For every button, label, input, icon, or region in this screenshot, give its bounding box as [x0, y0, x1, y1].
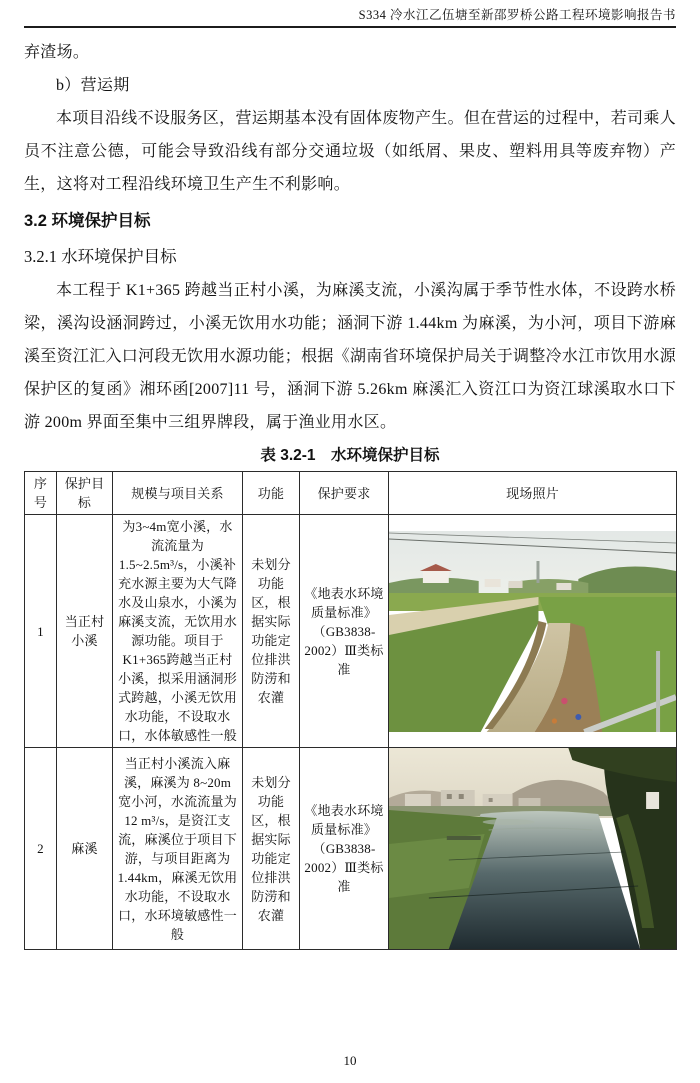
- page-number: 10: [343, 1053, 357, 1068]
- col-header-target: 保护目标: [57, 472, 113, 515]
- cell-target: 麻溪: [57, 748, 113, 950]
- table-header-row: [25, 472, 677, 515]
- cell-requirement: 《地表水环境质量标准》（GB3838-2002）Ⅲ类标准: [300, 748, 389, 950]
- section-heading-3-2-1: 3.2.1 水环境保护目标: [24, 247, 177, 266]
- page-footer: [0, 1053, 700, 1069]
- cell-relation: 为3~4m宽小溪，水流流量为 1.5~2.5m³/s，小溪补充水源主要为大气降水及山泉水，小溪为麻溪支流，无饮用水源功能。项目于K1+365跨越当正村小溪，拟采用涵洞形式跨越，小溪无饮用水功能，不设取水口，水体敏感性一般: [113, 515, 243, 748]
- header-title: S334 冷水江乙伍塘至新邵罗桥公路工程环境影响报告书: [358, 8, 676, 22]
- cell-relation: 当正村小溪流入麻溪，麻溪为 8~20m 宽小河，水流流量为 12 m³/s，是资江支流，麻溪位于项目下游，与项目距离为 1.44km，麻溪无饮用水功能，不设取水口，水环境敏感性一般: [113, 748, 243, 950]
- water-protection-table: [24, 471, 677, 950]
- cell-function: 未划分功能区，根据实际功能定位排洪防涝和农灌: [243, 515, 300, 748]
- site-photo-river: [389, 748, 676, 949]
- table-row: [25, 515, 677, 748]
- col-header-requirement: 保护要求: [300, 472, 389, 515]
- table-row: [25, 748, 677, 950]
- body-text: [24, 36, 676, 439]
- cell-target: 当正村小溪: [57, 515, 113, 748]
- col-header-no: 序号: [25, 472, 57, 515]
- section-heading-3-2: 3.2 环境保护目标: [24, 212, 151, 230]
- cell-no: 2: [25, 748, 57, 950]
- running-header: [24, 5, 676, 28]
- cell-no: 1: [25, 515, 57, 748]
- para-water-environment: 本工程于 K1+365 跨越当正村小溪，为麻溪支流，小溪沟属于季节性水体，不设跨水桥梁，溪沟设涵洞跨过，小溪无饮用水功能；涵洞下游 1.44km 为麻溪，为小河，项目下游麻溪至资江汇入口河段无饮用水源功能；根据《湖南省环境保护局关于调整冷水江市饮用水源保护区的复函》湘环函[2007]11 号，涵洞下游 5.26km 麻溪汇入资江口为资江球溪取水口下游 200m 界面至集中三组界牌段，属于渔业用水区。: [24, 282, 677, 431]
- cell-photo-river: [389, 748, 677, 950]
- col-header-function: 功能: [243, 472, 300, 515]
- site-photo-stream: [389, 531, 676, 732]
- para-continuation: 弃渣场。: [24, 44, 90, 61]
- heading-operation-period: b）营运期: [56, 77, 130, 94]
- table-caption: 表 3.2-1 水环境保护目标: [260, 447, 440, 464]
- col-header-photo: 现场照片: [389, 472, 677, 515]
- cell-function: 未划分功能区，根据实际功能定位排洪防涝和农灌: [243, 748, 300, 950]
- para-operation-waste: 本项目沿线不设服务区，营运期基本没有固体废物产生。但在营运的过程中，若司乘人员不注意公德，可能会导致沿线有部分交通垃圾（如纸屑、果皮、塑料用具等废弃物）产生，这将对工程沿线环境卫生产生不利影响。: [24, 110, 676, 193]
- cell-requirement: 《地表水环境质量标准》（GB3838-2002）Ⅲ类标准: [300, 515, 389, 748]
- cell-photo-stream: [389, 515, 677, 748]
- col-header-relation: 规模与项目关系: [113, 472, 243, 515]
